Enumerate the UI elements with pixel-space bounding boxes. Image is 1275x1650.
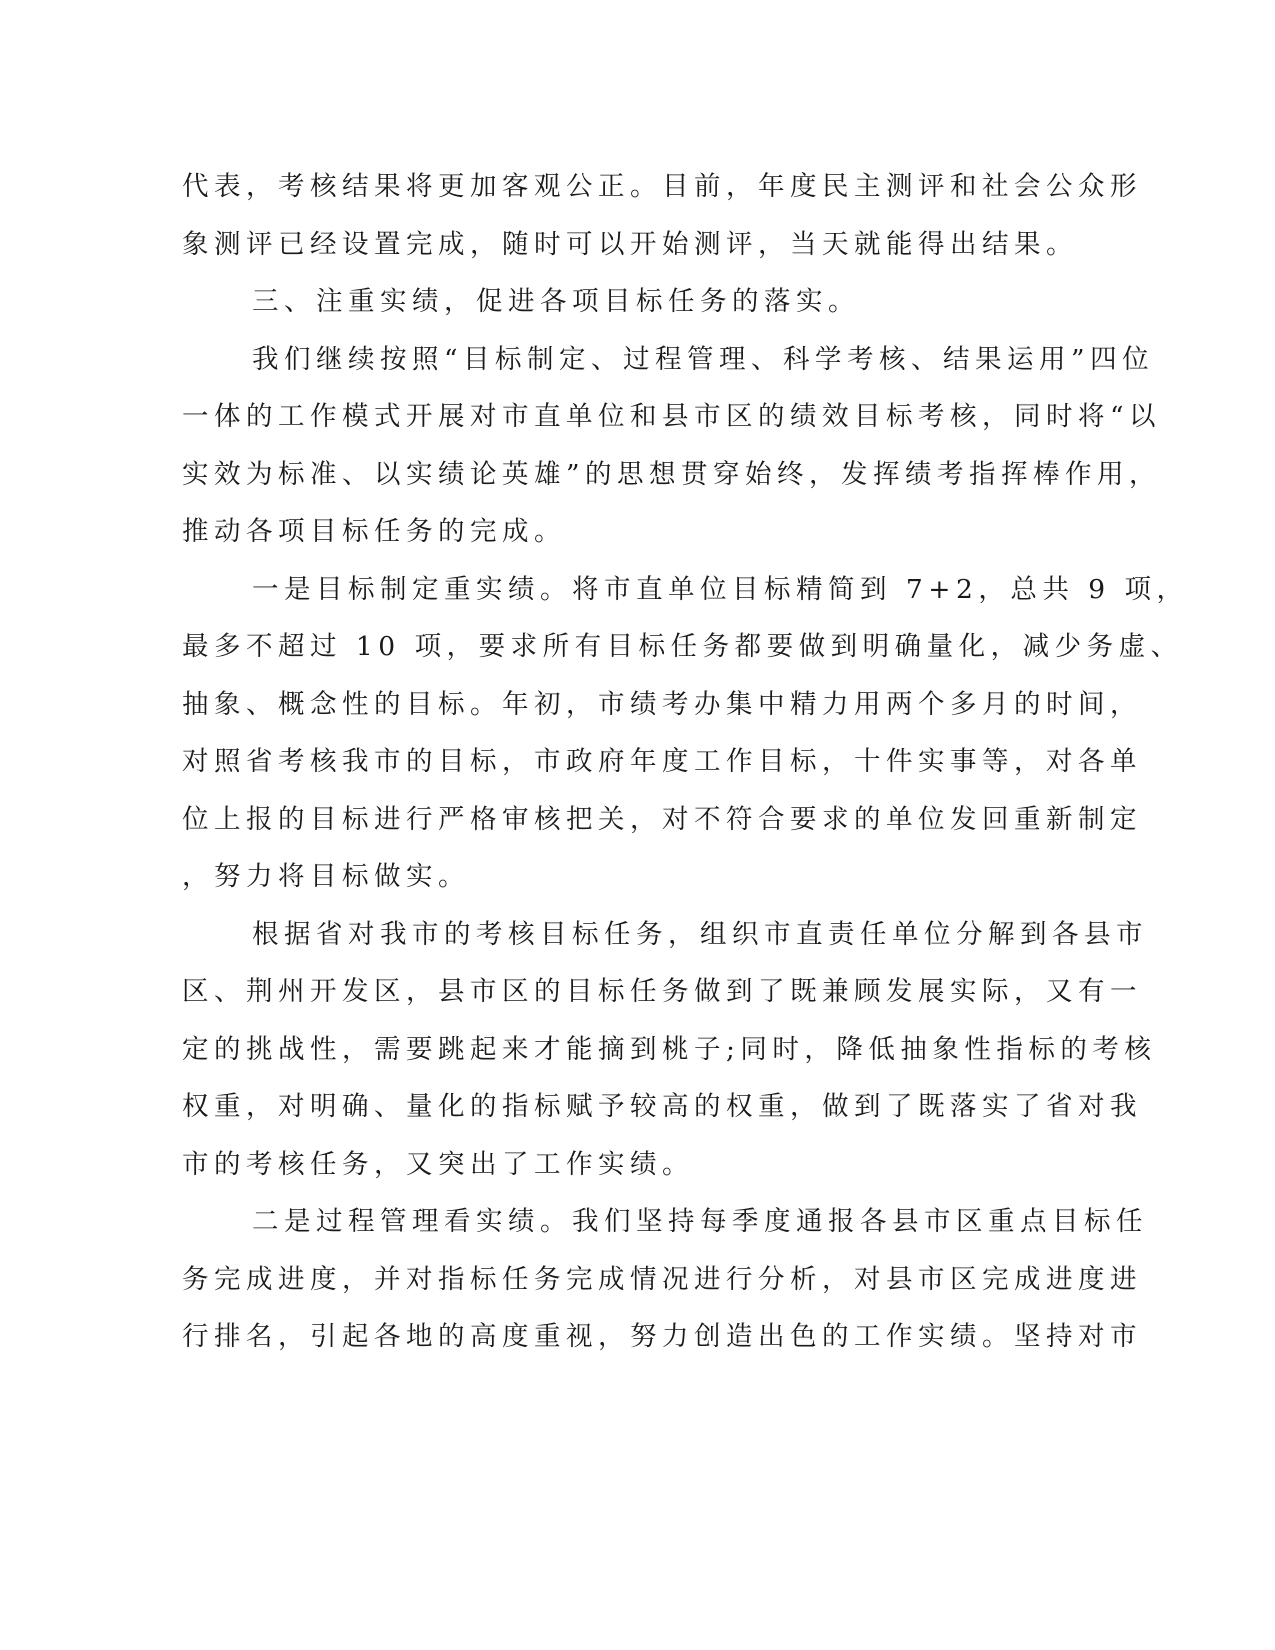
text-line: 市的考核任务，又突出了工作实绩。 — [182, 1148, 694, 1180]
text-line: ，努力将目标做实。 — [182, 861, 470, 892]
text-line: 一体的工作模式开展对市直单位和县市区的绩效目标考核，同时将“以 — [182, 401, 1162, 432]
text-line: 位上报的目标进行严格审核把关，对不符合要求的单位发回重新制定 — [182, 803, 1142, 835]
text-line: 象测评已经设置完成，随时可以开始测评，当天就能得出结果。 — [182, 228, 1078, 260]
text-line: 定的挑战性，需要跳起来才能摘到桃子;同时，降低抽象性指标的考核 — [182, 1033, 1157, 1065]
text-line: 推动各项目标任务的完成。 — [182, 516, 566, 547]
text-line: 对照省考核我市的目标，市政府年度工作目标，十件实事等，对各单 — [182, 746, 1142, 777]
text-line: 二是过程管理看实绩。我们坚持每季度通报各县市区重点目标任 — [252, 1206, 1148, 1237]
text-line: 一是目标制定重实绩。将市直单位目标精简到 7+2，总共 9 项， — [252, 573, 1189, 605]
text-line: 权重，对明确、量化的指标赋予较高的权重，做到了既落实了省对我 — [182, 1091, 1142, 1122]
text-line: 抽象、概念性的目标。年初，市绩考办集中精力用两个多月的时间， — [182, 688, 1142, 720]
text-line: 代表，考核结果将更加客观公正。目前，年度民主测评和社会公众形 — [182, 171, 1142, 202]
text-line: 务完成进度，并对指标任务完成情况进行分析，对县市区完成进度进 — [182, 1263, 1142, 1295]
text-line: 我们继续按照“目标制定、过程管理、科学考核、结果运用”四位 — [252, 343, 1155, 375]
text-line: 区、荆州开发区，县市区的目标任务做到了既兼顾发展实际，又有一 — [182, 976, 1142, 1007]
section-heading: 三、注重实绩，促进各项目标任务的落实。 — [252, 286, 860, 317]
text-line: 最多不超过 10 项，要求所有目标任务都要做到明确量化，减少务虚、 — [182, 631, 1183, 662]
text-line: 行排名，引起各地的高度重视，努力创造出色的工作实绩。坚持对市 — [182, 1321, 1142, 1352]
text-line: 根据省对我市的考核目标任务，组织市直责任单位分解到各县市 — [252, 918, 1148, 950]
text-line: 实效为标准、以实绩论英雄”的思想贯穿始终，发挥绩考指挥棒作用， — [182, 458, 1162, 490]
body-text — [182, 158, 1189, 1366]
